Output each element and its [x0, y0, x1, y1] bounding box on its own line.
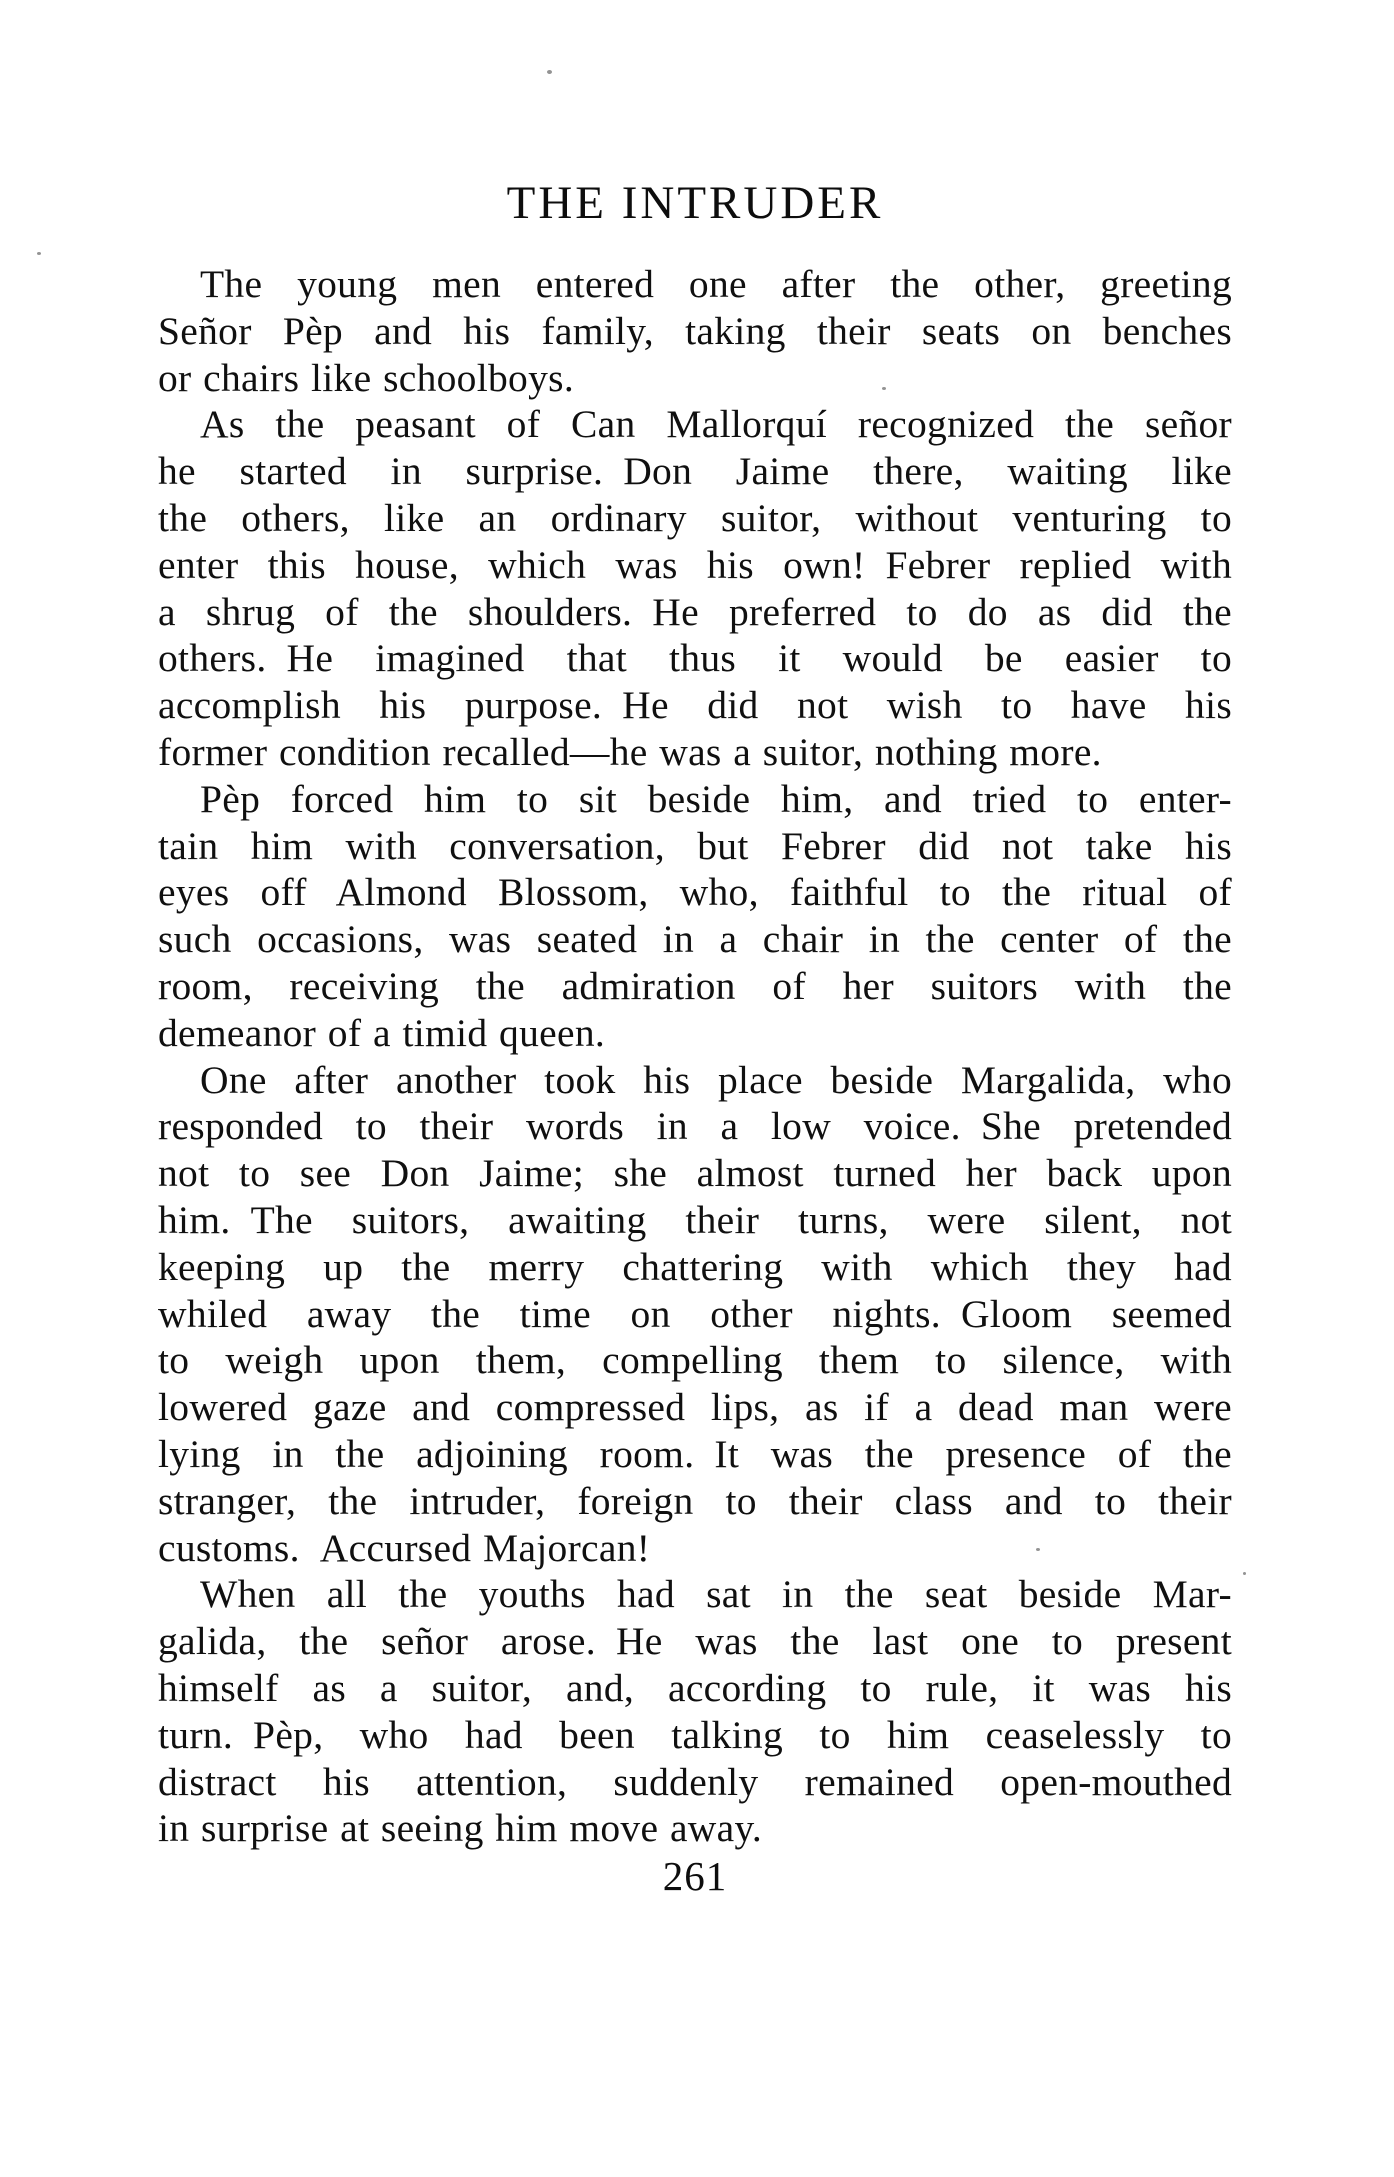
text-line: whiled away the time on other nights. Gloom seemed: [158, 1291, 1232, 1336]
text-line: such occasions, was seated in a chair in the center of the: [158, 917, 1232, 962]
paragraph: [158, 1571, 1232, 1852]
text-line: a shrug of the shoulders. He preferred to do as did the: [158, 589, 1232, 634]
text-line: he started in surprise. Don Jaime there, waiting like: [158, 449, 1232, 494]
page-number: 261: [662, 1853, 728, 1899]
text-line: not to see Don Jaime; she almost turned her back upon: [158, 1151, 1232, 1196]
text-line: in surprise at seeing him move away.: [158, 1806, 763, 1851]
ink-speck: [37, 252, 41, 255]
text-line: When all the youths had sat in the seat beside Mar-: [200, 1572, 1232, 1617]
paragraph: [158, 401, 1232, 775]
text-line: him. The suitors, awaiting their turns, were silent, not: [158, 1197, 1232, 1242]
page-title: THE INTRUDER: [506, 177, 884, 229]
text-line: Señor Pèp and his family, taking their seats on benches: [158, 308, 1232, 353]
text-line: lying in the adjoining room. It was the presence of the: [158, 1431, 1232, 1476]
paragraph: [158, 1057, 1232, 1572]
text-line: keeping up the merry chattering with which they had: [158, 1244, 1232, 1289]
body-text: [158, 261, 1232, 1852]
text-line: himself as a suitor, and, according to rule, it was his: [158, 1665, 1232, 1710]
text-line: accomplish his purpose. He did not wish to have his: [158, 683, 1232, 728]
text-line: others. He imagined that thus it would be easier to: [158, 636, 1232, 681]
text-line: lowered gaze and compressed lips, as if a dead man were: [158, 1385, 1232, 1430]
ink-speck: [882, 387, 886, 390]
text-line: Pèp forced him to sit beside him, and tried to enter-: [200, 776, 1232, 821]
text-line: galida, the señor arose. He was the last one to present: [158, 1619, 1232, 1664]
text-line: the others, like an ordinary suitor, without venturing to: [158, 495, 1232, 540]
paragraph: [158, 776, 1232, 1057]
ink-speck: [1243, 1572, 1246, 1575]
text-line: enter this house, which was his own! Febrer replied with: [158, 542, 1232, 587]
paragraph: [158, 261, 1232, 401]
text-line: demeanor of a timid queen.: [158, 1010, 606, 1055]
text-line: room, receiving the admiration of her suitors with the: [158, 963, 1232, 1008]
text-line: One after another took his place beside Margalida, who: [200, 1057, 1232, 1102]
text-line: eyes off Almond Blossom, who, faithful to the ritual of: [158, 870, 1232, 915]
ink-speck: [547, 70, 552, 74]
ink-speck: [1036, 1548, 1040, 1551]
text-line: to weigh upon them, compelling them to silence, with: [158, 1338, 1232, 1383]
text-line: or chairs like schoolboys.: [158, 355, 574, 400]
text-line: turn. Pèp, who had been talking to him ceaselessly to: [158, 1712, 1232, 1757]
text-line: stranger, the intruder, foreign to their class and to their: [158, 1478, 1232, 1523]
text-line: responded to their words in a low voice. She pretended: [158, 1104, 1232, 1149]
text-line: As the peasant of Can Mallorquí recognized the señor: [200, 402, 1232, 447]
text-line: former condition recalled—he was a suitor, nothing more.: [158, 729, 1102, 774]
text-line: tain him with conversation, but Febrer did not take his: [158, 823, 1232, 868]
text-line: customs. Accursed Majorcan!: [158, 1525, 651, 1570]
text-line: distract his attention, suddenly remained open-mouthed: [158, 1759, 1232, 1804]
text-line: The young men entered one after the other, greeting: [200, 262, 1232, 306]
